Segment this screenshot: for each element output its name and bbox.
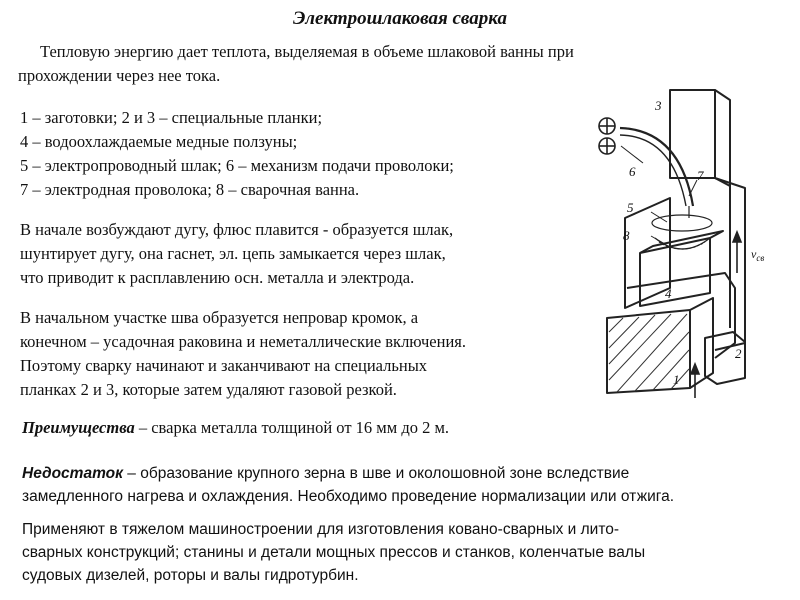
text-line: судовых дизелей, роторы и валы гидротурбин. xyxy=(22,567,359,584)
text-line: шунтирует дугу, она гаснет, эл. цепь замыкается через шлак, xyxy=(20,244,446,263)
label-8: 8 xyxy=(623,228,630,243)
page-title: Электрошлаковая сварка xyxy=(293,8,507,29)
label-7: 7 xyxy=(697,168,704,183)
label-4: 4 xyxy=(665,286,672,301)
electroslag-welding-diagram xyxy=(585,88,790,406)
advantages-paragraph xyxy=(22,416,449,440)
disadvantage-label: Недостаток xyxy=(22,465,123,482)
label-5: 5 xyxy=(627,200,634,215)
legend-item: 5 – электропроводный шлак; 6 – механизм подачи проволоки; xyxy=(20,156,454,175)
text-line: что приводит к расплавлению осн. металла и электрода. xyxy=(20,268,415,287)
intro-line: прохождении через нее тока. xyxy=(18,66,221,85)
application-paragraph xyxy=(22,518,645,587)
legend-item: 4 – водоохлаждаемые медные ползуны; xyxy=(20,132,298,151)
legend-list xyxy=(20,106,454,202)
advantages-text: – сварка металла толщиной от 16 мм до 2 м. xyxy=(134,418,450,437)
label-3: 3 xyxy=(655,98,662,113)
speed-subscript: св xyxy=(756,253,765,263)
text-line: В начальном участке шва образуется непровар кромок, а xyxy=(20,308,419,327)
label-6: 6 xyxy=(629,164,636,179)
disadvantage-text: замедленного нагрева и охлаждения. Необходимо проведение нормализации или отжига. xyxy=(22,488,675,505)
speed-label xyxy=(751,247,764,263)
start-process-paragraph xyxy=(20,218,453,290)
intro-paragraph xyxy=(18,40,574,88)
top-plate-side xyxy=(715,90,730,186)
advantages-label: Преимущества xyxy=(22,418,135,437)
text-line: планках 2 и 3, которые затем удаляют газовой резкой. xyxy=(20,380,397,399)
speed-symbol: v xyxy=(751,247,757,261)
text-line: Поэтому сварку начинают и заканчивают на специальных xyxy=(20,356,428,375)
legend-item: 7 – электродная проволока; 8 – сварочная ванна. xyxy=(20,180,360,199)
top-plate xyxy=(670,90,715,178)
legend-item: 1 – заготовки; 2 и 3 – специальные планки; xyxy=(20,108,323,127)
label-1: 1 xyxy=(673,372,680,387)
text-line: В начале возбуждают дугу, флюс плавится - образуется шлак, xyxy=(20,220,454,239)
intro-line: Тепловую энергию дает теплота, выделяемая в объеме шлаковой ванны при xyxy=(40,42,574,61)
initial-section-paragraph xyxy=(20,306,466,402)
label-2: 2 xyxy=(735,346,742,361)
slag-bath xyxy=(652,215,712,231)
text-line: конечном – усадочная раковина и неметаллические включения. xyxy=(20,332,466,351)
text-line: сварных конструкций; станины и детали мощных прессов и станков, коленчатые валы xyxy=(22,544,646,561)
text-line: Применяют в тяжелом машиностроении для изготовления ковано-сварных и лито- xyxy=(22,521,620,538)
disadvantage-text: – образование крупного зерна в шве и околошовной зоне вследствие xyxy=(122,465,630,482)
disadvantage-paragraph xyxy=(22,462,674,508)
